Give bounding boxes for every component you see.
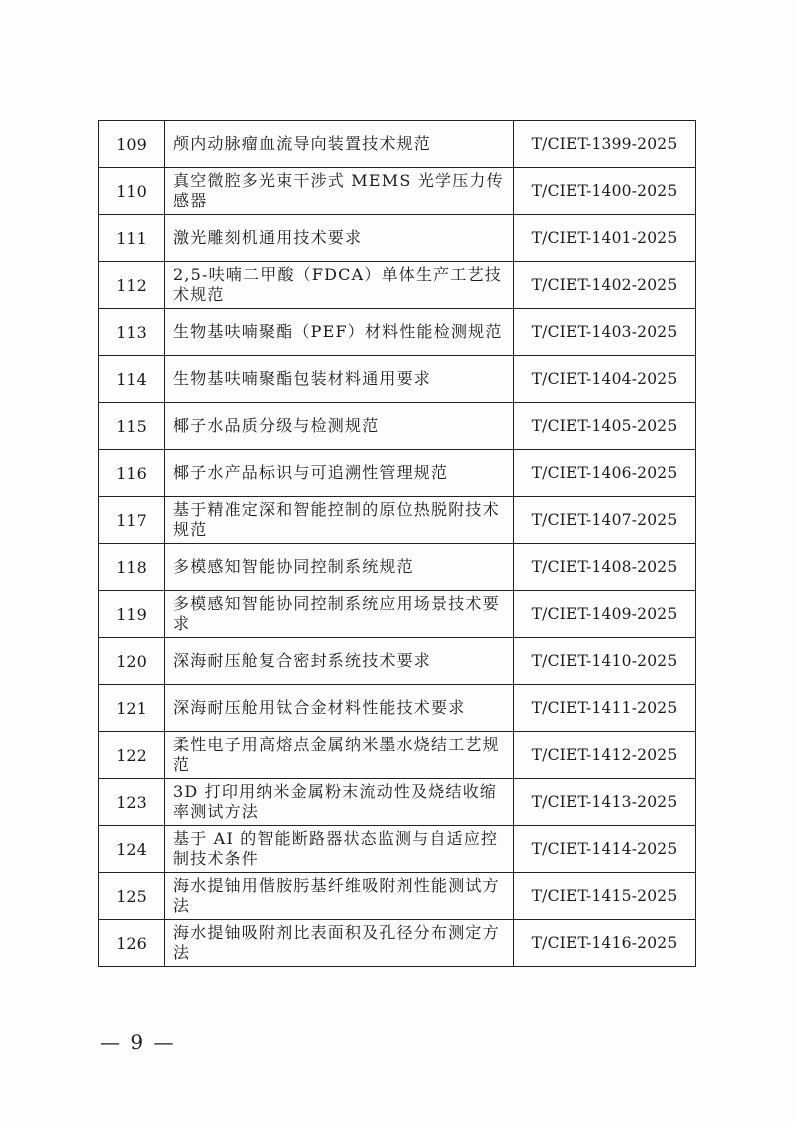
standard-name [165, 262, 514, 309]
standard-code: T/CIET-1401-2025 [514, 215, 696, 262]
row-number: 122 [99, 732, 165, 779]
row-number: 117 [99, 497, 165, 544]
standard-code: T/CIET-1416-2025 [514, 920, 696, 967]
row-number: 114 [99, 356, 165, 403]
standard-name-text: 2,5-呋喃二甲酸（FDCA）单体生产工艺技术规范 [173, 265, 502, 304]
table-row [99, 403, 696, 450]
standard-name [165, 638, 514, 685]
standard-name [165, 732, 514, 779]
standard-name-text: 基于 AI 的智能断路器状态监测与自适应控制技术条件 [173, 829, 499, 868]
table-row [99, 685, 696, 732]
table-row [99, 497, 696, 544]
table-row [99, 544, 696, 591]
standard-name-text: 多模感知智能协同控制系统应用场景技术要求 [173, 594, 500, 633]
standard-name [165, 497, 514, 544]
standard-name-text: 多模感知智能协同控制系统规范 [173, 557, 414, 576]
standard-code: T/CIET-1413-2025 [514, 779, 696, 826]
standard-code: T/CIET-1410-2025 [514, 638, 696, 685]
row-number: 123 [99, 779, 165, 826]
standard-name-text: 深海耐压舱用钛合金材料性能技术要求 [173, 698, 466, 717]
standard-code: T/CIET-1402-2025 [514, 262, 696, 309]
table-row [99, 638, 696, 685]
table-row [99, 121, 696, 168]
standard-name [165, 403, 514, 450]
standard-name [165, 356, 514, 403]
standards-table [98, 120, 696, 967]
standard-name [165, 685, 514, 732]
row-number: 109 [99, 121, 165, 168]
standard-code: T/CIET-1409-2025 [514, 591, 696, 638]
standard-code: T/CIET-1415-2025 [514, 873, 696, 920]
standard-code: T/CIET-1406-2025 [514, 450, 696, 497]
standard-name-text: 3D 打印用纳米金属粉末流动性及烧结收缩率测试方法 [173, 782, 498, 821]
row-number: 110 [99, 168, 165, 215]
table-row [99, 262, 696, 309]
row-number: 113 [99, 309, 165, 356]
standard-code: T/CIET-1404-2025 [514, 356, 696, 403]
standard-name [165, 309, 514, 356]
table-row [99, 826, 696, 873]
standard-code: T/CIET-1405-2025 [514, 403, 696, 450]
row-number: 118 [99, 544, 165, 591]
standard-code: T/CIET-1411-2025 [514, 685, 696, 732]
standard-name [165, 826, 514, 873]
standard-name [165, 450, 514, 497]
standard-code: T/CIET-1408-2025 [514, 544, 696, 591]
standard-name [165, 215, 514, 262]
standard-code: T/CIET-1412-2025 [514, 732, 696, 779]
standard-code: T/CIET-1400-2025 [514, 168, 696, 215]
standard-name [165, 121, 514, 168]
row-number: 125 [99, 873, 165, 920]
standard-name [165, 779, 514, 826]
row-number: 112 [99, 262, 165, 309]
table-row [99, 168, 696, 215]
row-number: 120 [99, 638, 165, 685]
standard-name [165, 168, 514, 215]
standard-name-text: 颅内动脉瘤血流导向装置技术规范 [173, 134, 432, 153]
standard-code: T/CIET-1407-2025 [514, 497, 696, 544]
standard-name-text: 基于精准定深和智能控制的原位热脱附技术规范 [173, 500, 500, 539]
table-row [99, 920, 696, 967]
standard-name-text: 生物基呋喃聚酯包装材料通用要求 [173, 369, 432, 388]
standard-name [165, 544, 514, 591]
standard-name-text: 海水提铀吸附剂比表面积及孔径分布测定方法 [173, 923, 500, 962]
table-row [99, 779, 696, 826]
row-number: 126 [99, 920, 165, 967]
standard-name-text: 柔性电子用高熔点金属纳米墨水烧结工艺规范 [173, 735, 500, 774]
standard-name [165, 920, 514, 967]
standard-code: T/CIET-1399-2025 [514, 121, 696, 168]
standard-name [165, 591, 514, 638]
row-number: 111 [99, 215, 165, 262]
standard-name-text: 海水提铀用偕胺肟基纤维吸附剂性能测试方法 [173, 876, 500, 915]
page-number: — 9 — [100, 1030, 176, 1054]
standard-name-text: 椰子水产品标识与可追溯性管理规范 [173, 463, 449, 482]
table-row [99, 450, 696, 497]
standard-name-text: 激光雕刻机通用技术要求 [173, 228, 363, 247]
row-number: 124 [99, 826, 165, 873]
row-number: 115 [99, 403, 165, 450]
standard-name-text: 生物基呋喃聚酯（PEF）材料性能检测规范 [173, 322, 503, 341]
table-row [99, 591, 696, 638]
row-number: 121 [99, 685, 165, 732]
table-row [99, 215, 696, 262]
standard-code: T/CIET-1414-2025 [514, 826, 696, 873]
standard-name-text: 真空微腔多光束干涉式 MEMS 光学压力传感器 [173, 171, 504, 210]
table-row [99, 356, 696, 403]
standard-code: T/CIET-1403-2025 [514, 309, 696, 356]
row-number: 116 [99, 450, 165, 497]
row-number: 119 [99, 591, 165, 638]
table-row [99, 309, 696, 356]
table-row [99, 873, 696, 920]
standard-name [165, 873, 514, 920]
table-row [99, 732, 696, 779]
standard-name-text: 椰子水品质分级与检测规范 [173, 416, 380, 435]
standards-table-body [99, 121, 696, 967]
standard-name-text: 深海耐压舱复合密封系统技术要求 [173, 651, 432, 670]
